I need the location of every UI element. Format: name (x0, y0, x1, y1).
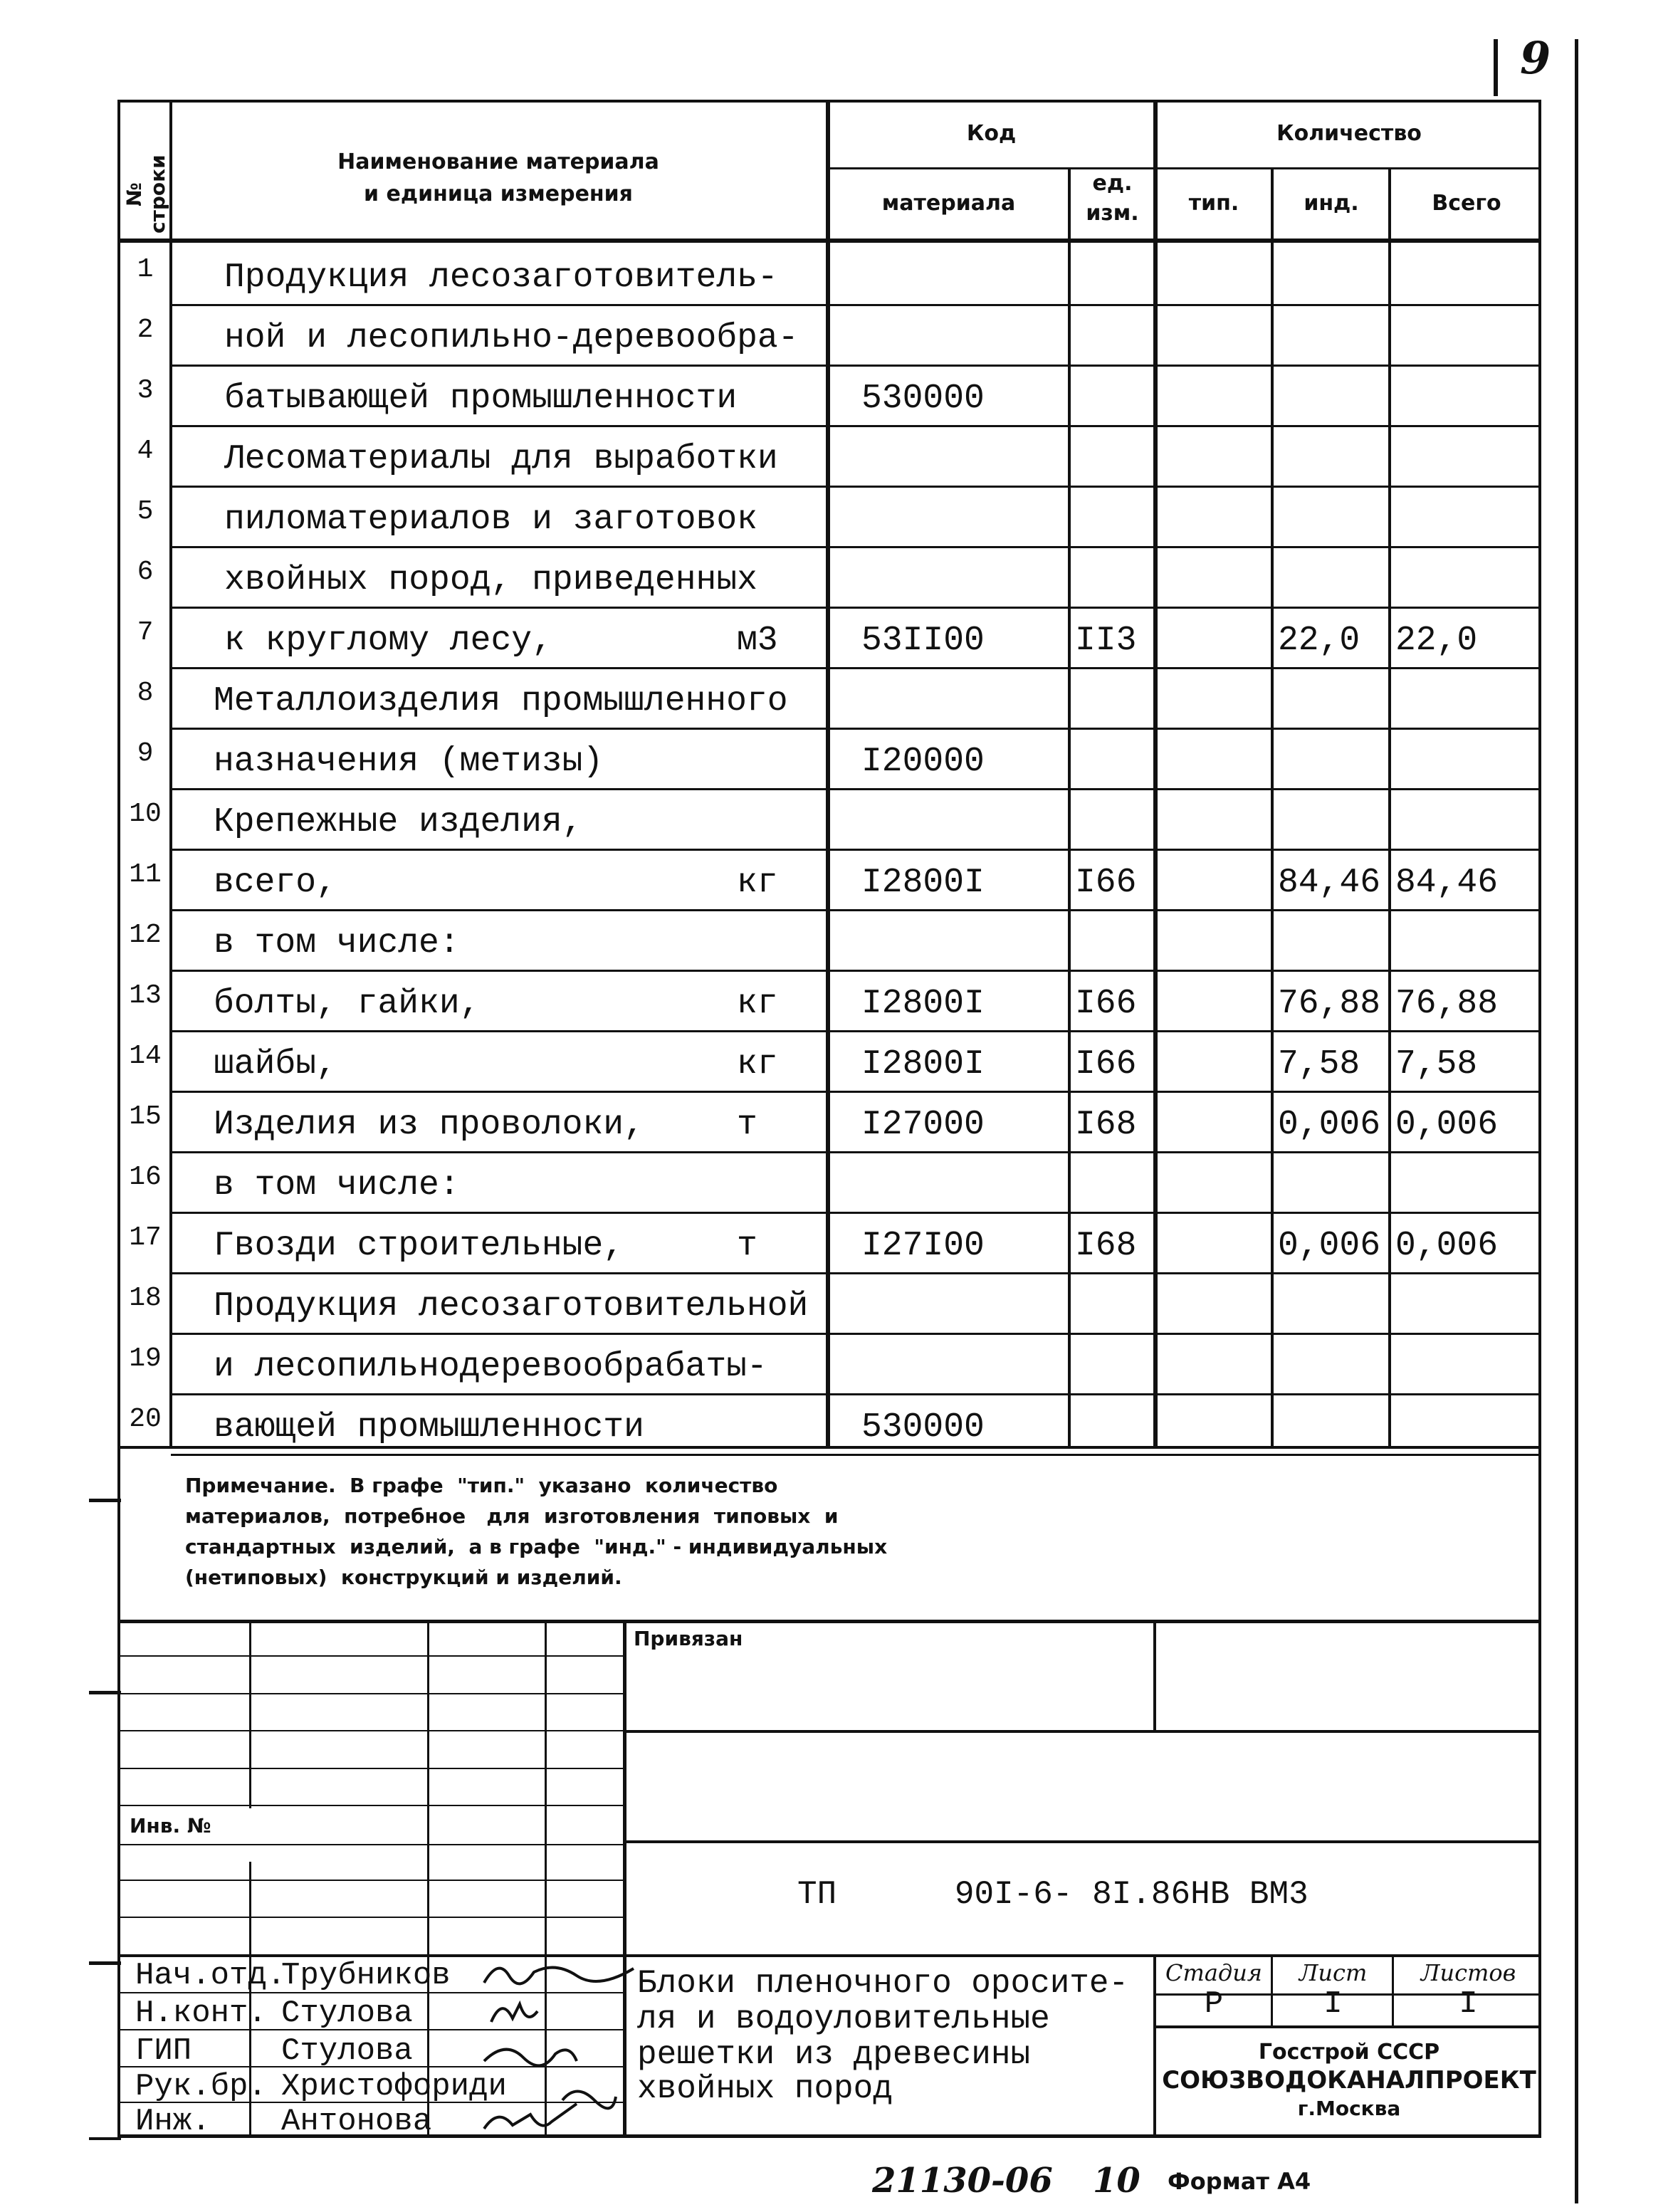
row-name: вающей промышленности (214, 1408, 644, 1447)
row-ucode: I66 (1075, 1045, 1137, 1084)
row-separator (171, 909, 1541, 911)
staff-role-1: Нач.отд. (135, 1958, 286, 1993)
row-code: I27000 (861, 1106, 985, 1144)
row-separator (171, 1030, 1541, 1032)
header-tip: тип. (1188, 191, 1239, 216)
row-ind: 0,006 (1278, 1106, 1381, 1144)
signature-1 (484, 1968, 634, 1984)
row-separator (171, 486, 1541, 488)
row-name: Изделия из проволоки, (214, 1106, 644, 1144)
row-number: 4 (137, 436, 154, 466)
header-name-line2: и единица измерения (364, 182, 633, 206)
signature-2 (491, 2004, 537, 2022)
stamp-sheets-label: Листов (1420, 1959, 1516, 1986)
page-number: 9 (1520, 32, 1551, 84)
row-total: 0,006 (1395, 1106, 1499, 1144)
header-total: Всего (1432, 191, 1501, 216)
row-unit: кг (737, 1045, 778, 1084)
row-total: 22,0 (1395, 622, 1478, 660)
row-separator (171, 304, 1541, 306)
row-separator (171, 728, 1541, 730)
header-unit-line1: ед. (1092, 171, 1133, 196)
row-separator (171, 1212, 1541, 1214)
row-code: I27I00 (861, 1227, 985, 1265)
row-number: 9 (137, 738, 154, 769)
row-total: 76,88 (1395, 985, 1499, 1023)
row-ucode: II3 (1075, 622, 1137, 660)
col-line-tip (1271, 167, 1274, 1449)
stamp-h8 (117, 1917, 623, 1918)
staff-name-2: Стулова (281, 1996, 413, 2031)
row-ucode: I66 (1075, 985, 1137, 1023)
stamp-org2: СОЮЗВОДОКАНАЛПРОЕКТ (1162, 2066, 1536, 2095)
stamp-inv: Инв. № (130, 1814, 211, 1838)
row-separator (171, 1393, 1541, 1395)
stamp-h9 (117, 1954, 1541, 1957)
row-number: 18 (129, 1283, 162, 1314)
header-ind: инд. (1304, 191, 1359, 216)
row-name: Продукция лесозаготовительной (214, 1287, 809, 1326)
row-unit: м3 (737, 622, 778, 660)
staff-role-5: Инж. (135, 2104, 211, 2139)
row-code: I2800I (861, 985, 985, 1023)
row-code: 53II00 (861, 622, 985, 660)
note-right-border (1538, 1449, 1541, 2136)
stamp-code-top (623, 1840, 1541, 1843)
stamp-title-divider (1153, 1954, 1156, 2136)
note-line4: (нетиповых) конструкций и изделий. (185, 1566, 622, 1589)
stamp-sheet: I (1323, 1986, 1343, 2022)
row-number: 19 (129, 1343, 162, 1374)
stamp-title-line1: Блоки пленочного оросите- (637, 1965, 1129, 2002)
row-name: Крепежные изделия, (214, 803, 583, 842)
stamp-stage-v2 (1392, 1954, 1394, 2027)
row-separator (171, 1151, 1541, 1153)
header-quantity: Количество (1276, 121, 1422, 146)
row-name: пиломатериалов и заготовок (224, 500, 757, 539)
header-subline (826, 167, 1541, 169)
col-line-num (169, 100, 172, 1449)
note-line1: Примечание. В графе "тип." указано количество (185, 1474, 778, 1497)
row-separator (171, 546, 1541, 548)
row-separator (171, 607, 1541, 609)
row-number: 13 (129, 980, 162, 1011)
stamp-h6 (117, 1844, 623, 1845)
row-name: всего, (214, 864, 337, 902)
row-ind: 84,46 (1278, 864, 1381, 902)
margin-tick-1 (89, 1499, 121, 1502)
stamp-privyazan-bottom (623, 1730, 1541, 1733)
header-unit-line2: изм. (1086, 201, 1139, 226)
row-name: хвойных пород, приведенных (224, 561, 757, 599)
row-code: I20000 (861, 743, 985, 781)
row-code: I2800I (861, 1045, 985, 1084)
staff-name-5: Антонова (281, 2104, 432, 2139)
col-line-ind (1388, 167, 1391, 1449)
row-number: 20 (129, 1404, 162, 1435)
stamp-doc-code: ТП 90I-6- 8I.86НВ ВМ3 (797, 1876, 1308, 1913)
row-number: 6 (137, 557, 154, 587)
stamp-stage-v1 (1271, 1954, 1273, 2027)
stamp-h4 (117, 1768, 623, 1769)
col-line-code (1068, 167, 1071, 1449)
stamp-sheet-label: Лист (1299, 1959, 1368, 1986)
row-name: в том числе: (214, 1166, 460, 1205)
row-ind: 7,58 (1278, 1045, 1360, 1084)
row-separator (171, 425, 1541, 427)
row-unit: т (737, 1227, 757, 1265)
footer-number: 21130-06 (872, 2161, 1053, 2201)
margin-tick-2 (89, 1691, 121, 1694)
stamp-title-line3: решетки из древесины (637, 2036, 1031, 2073)
stamp-stage-label: Стадия (1165, 1959, 1262, 1986)
row-unit: кг (737, 985, 778, 1023)
footer-copy: 10 (1093, 2161, 1140, 2201)
right-margin-line (1575, 39, 1578, 2203)
row-number: 16 (129, 1162, 162, 1193)
row-separator (171, 1454, 1541, 1456)
row-code: 530000 (861, 1408, 985, 1447)
stamp-v2 (427, 1620, 429, 2136)
stamp-v1 (249, 1620, 251, 1808)
row-number: 8 (137, 678, 154, 708)
row-name: к круглому лесу, (224, 622, 552, 660)
row-number: 11 (129, 859, 162, 890)
signatures (470, 1954, 641, 2136)
row-number: 2 (137, 315, 154, 345)
stamp-h2 (117, 1693, 623, 1694)
note-line3: стандартных изделий, а в графе "инд." - индивидуальных (185, 1535, 888, 1558)
row-ind: 22,0 (1278, 622, 1360, 660)
margin-tick-3 (89, 1961, 121, 1965)
row-number: 3 (137, 375, 154, 406)
row-number: 14 (129, 1041, 162, 1071)
row-name: Продукция лесозаготовитель- (224, 258, 778, 297)
staff-role-4: Рук.бр. (135, 2069, 267, 2104)
row-separator (171, 365, 1541, 367)
row-name: шайбы, (214, 1045, 337, 1084)
row-ind: 76,88 (1278, 985, 1381, 1023)
row-name: назначения (метизы) (214, 743, 604, 781)
row-number: 7 (137, 617, 154, 648)
row-name: батывающей промышленности (224, 379, 738, 418)
stamp-org1: Госстрой СССР (1258, 2040, 1440, 2065)
row-code: 530000 (861, 379, 985, 418)
stamp-stage: Р (1204, 1986, 1224, 2022)
signature-4 (562, 2092, 616, 2109)
signature-5 (484, 2104, 577, 2129)
row-number: 5 (137, 496, 154, 527)
col-line-name (826, 100, 830, 1449)
stamp-org3: г.Москва (1297, 2097, 1401, 2120)
row-number: 10 (129, 799, 162, 829)
row-separator (171, 1091, 1541, 1093)
row-total: 0,006 (1395, 1227, 1499, 1265)
stamp-top-line (117, 1620, 1541, 1623)
row-name: Лесоматериалы для выработки (224, 440, 778, 478)
staff-name-1: Трубников (281, 1958, 451, 1993)
row-name: ной и лесопильно-деревообра- (224, 319, 799, 357)
staff-name-3: Стулова (281, 2033, 413, 2069)
row-name: и лесопильнодеревообрабаты- (214, 1348, 767, 1386)
header-code: Код (966, 121, 1017, 146)
row-number: 17 (129, 1222, 162, 1253)
row-ind: 0,006 (1278, 1227, 1381, 1265)
row-separator (171, 788, 1541, 790)
stamp-title-line4: хвойных пород (637, 2070, 893, 2107)
row-total: 84,46 (1395, 864, 1499, 902)
stamp-h7 (117, 1880, 623, 1881)
row-ucode: I68 (1075, 1106, 1137, 1144)
header-name-line1: Наименование материала (337, 150, 659, 174)
margin-tick-4 (89, 2137, 121, 2140)
row-name: в том числе: (214, 924, 460, 963)
header-material: материала (881, 191, 1016, 216)
page-number-border-left (1494, 39, 1498, 96)
row-number: 12 (129, 920, 162, 950)
row-unit: кг (737, 864, 778, 902)
row-ucode: I66 (1075, 864, 1137, 902)
row-separator (171, 970, 1541, 972)
stamp-stage-bottom (1153, 2025, 1541, 2028)
stamp-h3 (117, 1730, 623, 1731)
row-name: болты, гайки, (214, 985, 481, 1023)
note-left-border (117, 1449, 120, 2136)
footer-format: Формат А4 (1168, 2168, 1311, 2195)
row-separator (171, 849, 1541, 851)
staff-name-4: Христофориди (281, 2069, 507, 2104)
row-separator (171, 1333, 1541, 1335)
stamp-title-line2: ля и водоуловительные (637, 2001, 1050, 2038)
header-row-no: № строки (122, 154, 169, 234)
stamp-privyazan-divider (1153, 1620, 1156, 1732)
signature-3 (484, 2050, 577, 2066)
row-separator (171, 667, 1541, 669)
row-ucode: I68 (1075, 1227, 1137, 1265)
row-name: Гвозди строительные, (214, 1227, 624, 1265)
stamp-sheets: I (1459, 1986, 1478, 2022)
stamp-privyazan: Привязан (634, 1627, 743, 1650)
staff-role-2: Н.конт. (135, 1996, 267, 2031)
stamp-h1 (117, 1655, 623, 1657)
row-number: 15 (129, 1101, 162, 1132)
row-number: 1 (137, 254, 154, 285)
stamp-h5 (117, 1805, 623, 1806)
staff-role-3: ГИП (135, 2033, 192, 2069)
row-total: 7,58 (1395, 1045, 1478, 1084)
note-line2: материалов, потребное для изготовления типовых и (185, 1504, 839, 1528)
row-name: Металлоизделия промышленного (214, 682, 788, 720)
row-separator (171, 1272, 1541, 1274)
col-line-unit (1153, 100, 1158, 1449)
row-code: I2800I (861, 864, 985, 902)
row-unit: т (737, 1106, 757, 1144)
